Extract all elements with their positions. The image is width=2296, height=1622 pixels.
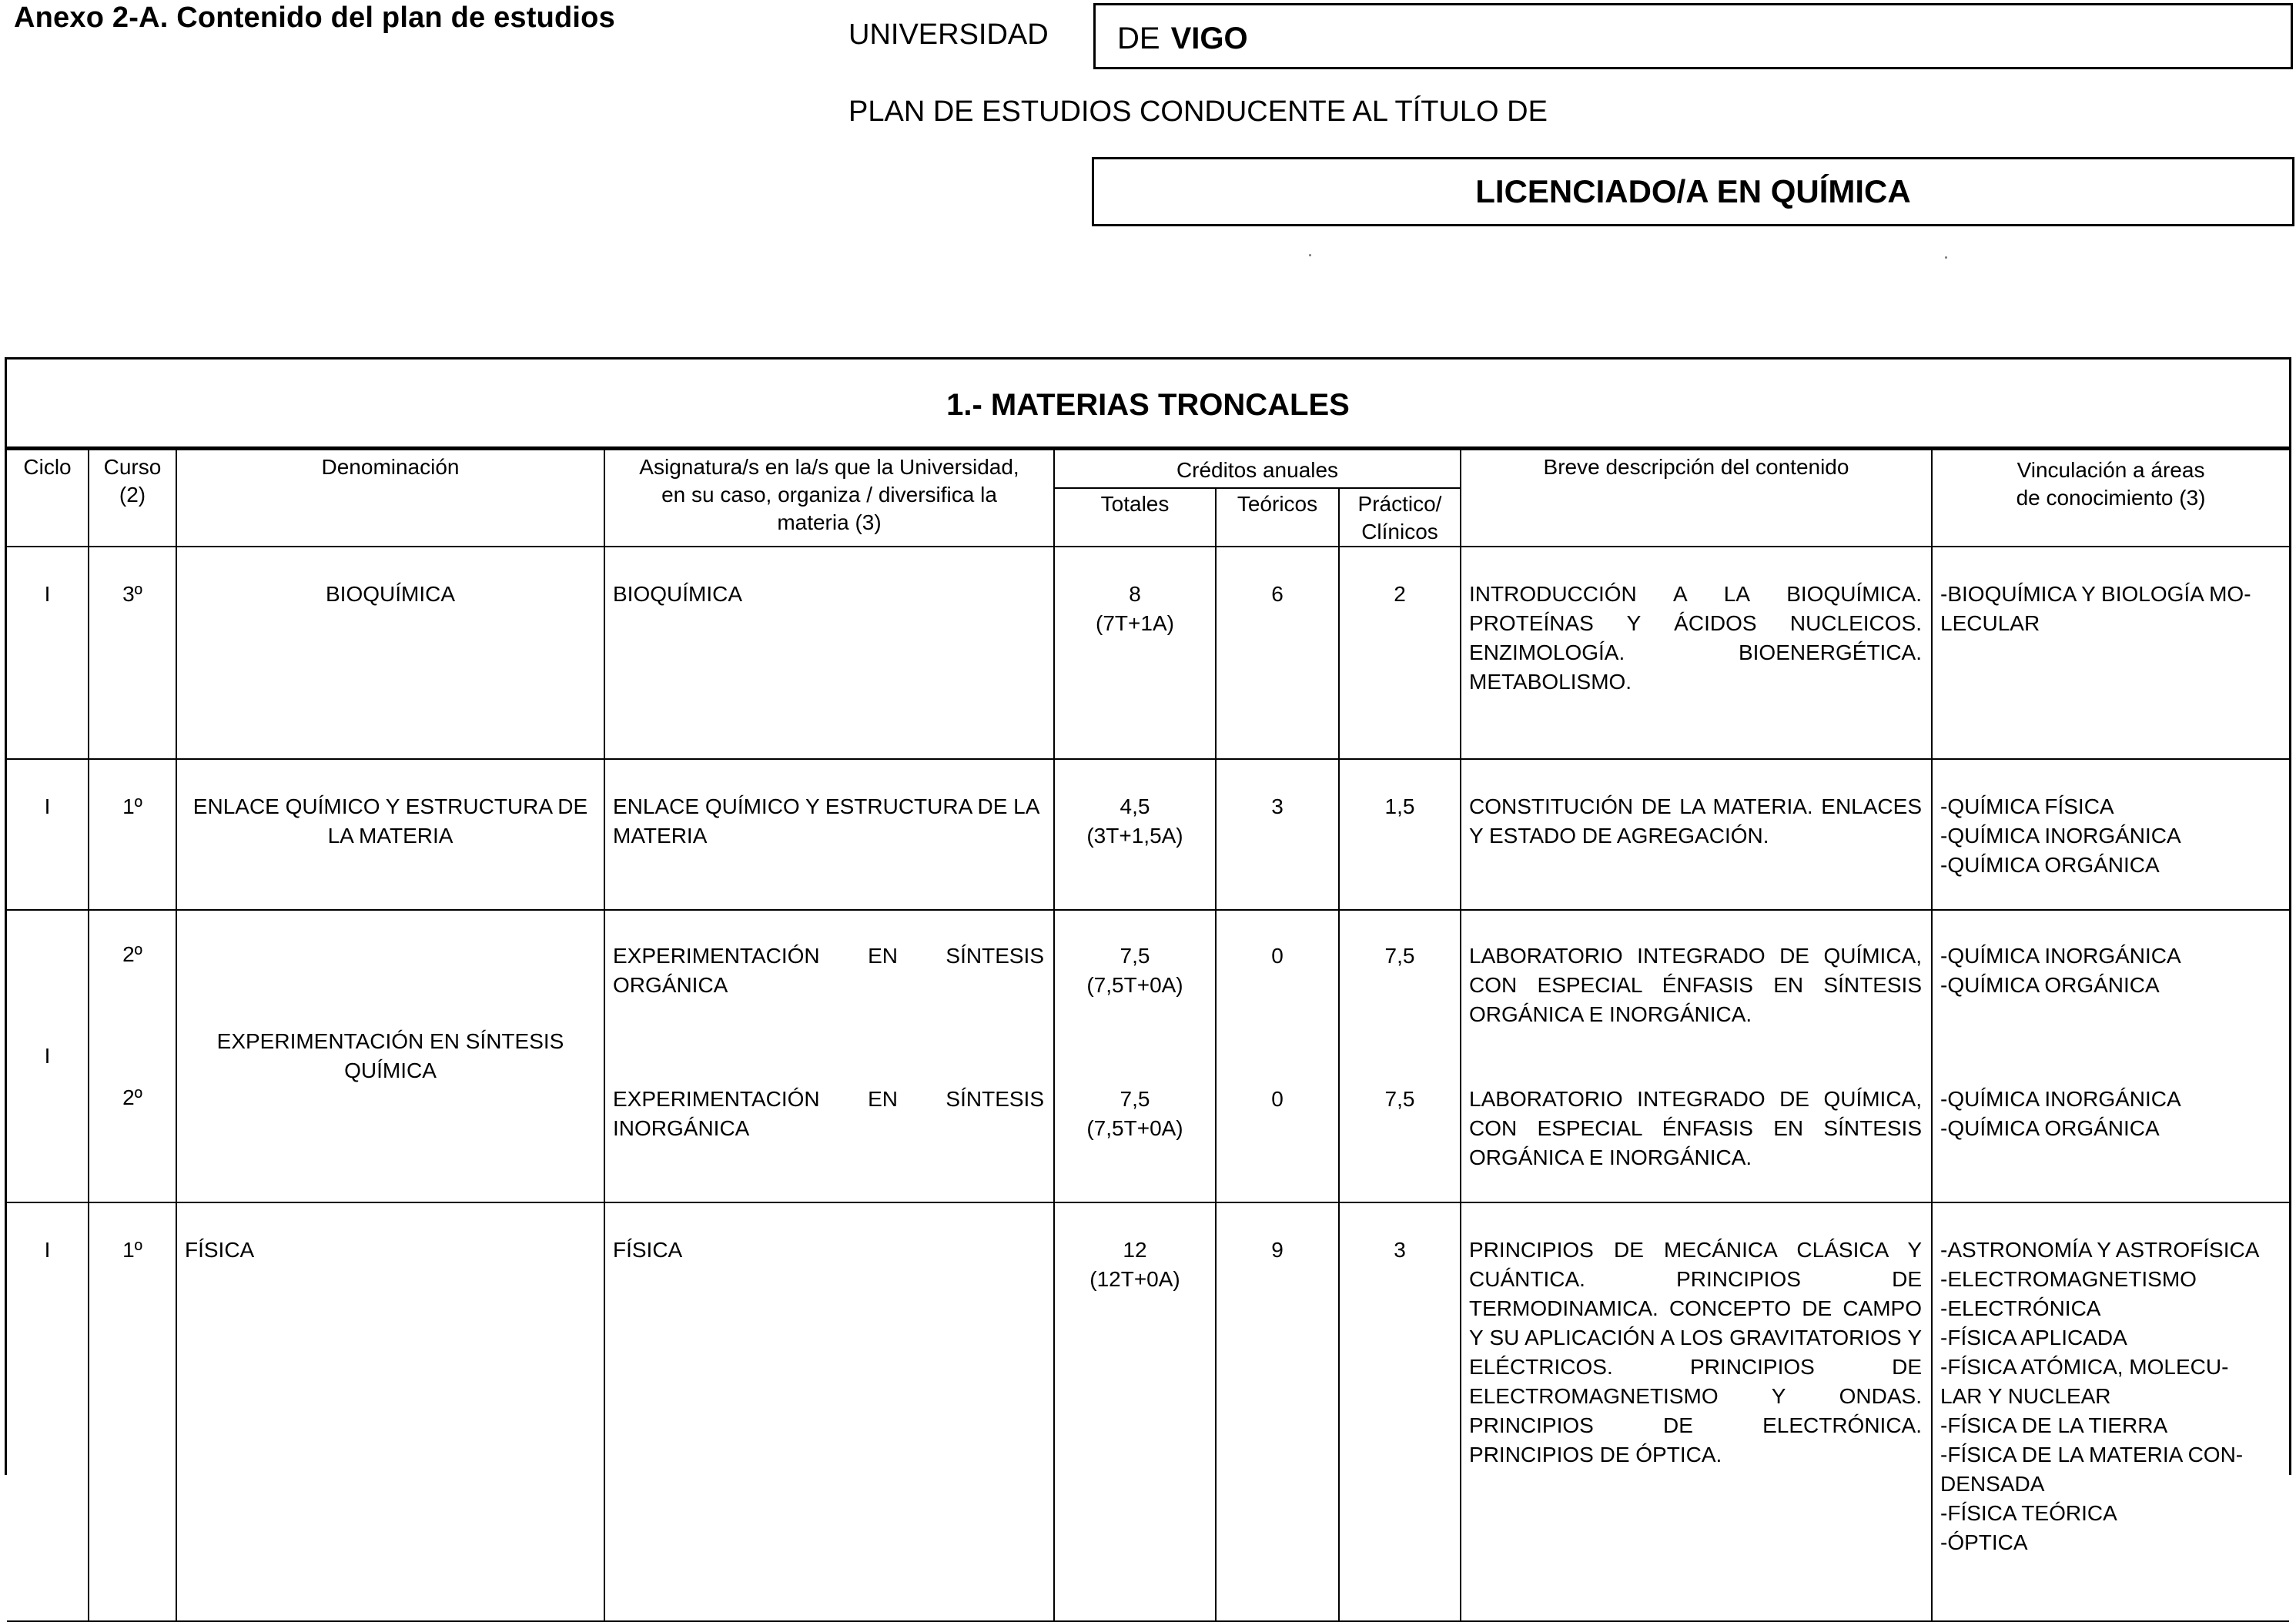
cell-descripcion: INTRODUCCIÓN A LA BIOQUÍMICA. PROTEÍNAS Y ÁCIDOS NUCLEICOS. ENZIMOLOGÍA. BIOENERGÉTICA. METABOLISMO. — [1461, 547, 1932, 759]
col-asignatura-line3: materia (3) — [777, 510, 882, 534]
university-box — [1093, 3, 2293, 69]
cell-ciclo: I — [7, 547, 89, 759]
cell-asignatura: ENLACE QUÍMICO Y ESTRUCTURA DE LA MATERIA — [604, 759, 1054, 910]
cell-areas — [1932, 547, 2289, 759]
cell-totales — [1054, 547, 1216, 759]
col-vinculacion — [1932, 450, 2289, 547]
cell-denominacion: EXPERIMENTACIÓN EN SÍNTESIS QUÍMICA — [176, 910, 604, 1202]
cell-totales — [1054, 1202, 1216, 1621]
col-curso — [89, 450, 176, 547]
totales-value: 7,5 — [1120, 944, 1150, 968]
area-line: -ELECTROMAGNETISMO — [1940, 1267, 2197, 1291]
area-line: -FÍSICA APLICADA — [1940, 1326, 2127, 1349]
cell-ciclo: I — [7, 910, 89, 1202]
col-practicos-line2: Clínicos — [1361, 520, 1438, 543]
cell-totales — [1054, 759, 1216, 910]
area-line: -FÍSICA TEÓRICA — [1940, 1501, 2117, 1525]
col-curso-label: Curso — [103, 455, 162, 479]
cell-teoricos: 3 — [1216, 759, 1339, 910]
cell-ciclo: I — [7, 1202, 89, 1621]
area-line: -ASTRONOMÍA Y ASTROFÍSICA — [1940, 1238, 2260, 1262]
totales-value: 7,5 — [1120, 1087, 1150, 1111]
area-line: -QUÍMICA INORGÁNICA — [1940, 944, 2181, 968]
totales-value: 12 — [1123, 1238, 1147, 1262]
cell-practicos: 7,5 — [1339, 1058, 1461, 1202]
cell-descripcion: PRINCIPIOS DE MECÁNICA CLÁSICA Y CUÁNTICA. PRINCIPIOS DE TERMODINAMICA. CONCEPTO DE CAMPO Y SU APLICACIÓN A LOS GRAVITATORIOS Y ELÉCTRICOS. PRINCIPIOS DE ELECTROMAGNETISMO Y ONDAS. PRINCIPIOS DE ELECTRÓNICA. PRINCIPIOS DE ÓPTICA. — [1461, 1202, 1932, 1621]
university-prefix: DE — [1117, 22, 1160, 55]
cell-curso: 3º — [89, 547, 176, 759]
cell-asignatura: BIOQUÍMICA — [604, 547, 1054, 759]
area-line: -FÍSICA DE LA TIERRA — [1940, 1413, 2168, 1437]
cell-areas — [1932, 1202, 2289, 1621]
cell-denominacion: BIOQUÍMICA — [176, 547, 604, 759]
cell-descripcion: LABORATORIO INTEGRADO DE QUÍMICA, CON ESPECIAL ÉNFASIS EN SÍNTESIS ORGÁNICA E INORGÁNICA. — [1461, 910, 1932, 1058]
cell-practicos: 1,5 — [1339, 759, 1461, 910]
totales-detail: (12T+0A) — [1089, 1267, 1180, 1291]
area-line: -ÓPTICA — [1940, 1530, 2028, 1554]
area-line: DENSADA — [1940, 1472, 2045, 1496]
totales-detail: (3T+1,5A) — [1086, 824, 1183, 848]
cell-teoricos: 0 — [1216, 910, 1339, 1058]
cell-areas — [1932, 1058, 2289, 1202]
cell-ciclo: I — [7, 759, 89, 910]
area-line: -QUÍMICA ORGÁNICA — [1940, 1116, 2160, 1140]
cell-curso: 1º — [89, 759, 176, 910]
cell-denominacion: ENLACE QUÍMICO Y ESTRUCTURA DE LA MATERIA — [176, 759, 604, 910]
scan-speck — [1309, 254, 1311, 256]
col-ciclo: Ciclo — [7, 450, 89, 547]
cell-asignatura: FÍSICA — [604, 1202, 1054, 1621]
university-name: VIGO — [1170, 22, 1248, 55]
col-teoricos: Teóricos — [1216, 488, 1339, 547]
totales-detail: (7,5T+0A) — [1086, 1116, 1183, 1140]
area-line: -FÍSICA ATÓMICA, MOLECU- — [1940, 1355, 2229, 1379]
cell-descripcion: LABORATORIO INTEGRADO DE QUÍMICA, CON ESPECIAL ÉNFASIS EN SÍNTESIS ORGÁNICA E INORGÁNICA. — [1461, 1058, 1932, 1202]
col-creditos: Créditos anuales — [1054, 450, 1461, 488]
cell-totales — [1054, 1058, 1216, 1202]
plan-label: PLAN DE ESTUDIOS CONDUCENTE AL TÍTULO DE — [848, 95, 1548, 128]
cell-asignatura: EXPERIMENTACIÓN EN SÍNTESIS INORGÁNICA — [604, 1058, 1054, 1202]
area-line: -FÍSICA DE LA MATERIA CON- — [1940, 1443, 2244, 1466]
cell-teoricos: 0 — [1216, 1058, 1339, 1202]
cell-denominacion: FÍSICA — [176, 1202, 604, 1621]
col-asignatura — [604, 450, 1054, 547]
totales-detail: (7T+1A) — [1096, 611, 1174, 635]
curriculum-table — [5, 357, 2291, 1554]
cell-descripcion: CONSTITUCIÓN DE LA MATERIA. ENLACES Y ESTADO DE AGREGACIÓN. — [1461, 759, 1932, 910]
cell-teoricos: 9 — [1216, 1202, 1339, 1621]
col-asignatura-line1: Asignatura/s en la/s que la Universidad, — [639, 455, 1019, 479]
cell-curso: 2º — [89, 910, 176, 1058]
area-line: -BIOQUÍMICA Y BIOLOGÍA MO- — [1940, 582, 2251, 606]
col-vinculacion-line2: de conocimiento (3) — [2016, 486, 2206, 510]
cell-areas — [1932, 910, 2289, 1058]
cell-totales — [1054, 910, 1216, 1058]
degree-title: LICENCIADO/A EN QUÍMICA — [1092, 157, 2294, 226]
table-row — [7, 759, 2289, 910]
area-line: -QUÍMICA ORGÁNICA — [1940, 853, 2160, 877]
col-descripcion: Breve descripción del contenido — [1461, 450, 1932, 547]
area-line: -QUÍMICA ORGÁNICA — [1940, 973, 2160, 997]
col-practicos-line1: Práctico/ — [1357, 492, 1442, 516]
scan-speck — [1945, 256, 1947, 259]
cell-practicos: 7,5 — [1339, 910, 1461, 1058]
table-row — [7, 910, 2289, 1058]
col-vinculacion-line1: Vinculación a áreas — [2017, 458, 2205, 482]
university-label: UNIVERSIDAD — [848, 18, 1049, 51]
cell-curso: 1º — [89, 1202, 176, 1621]
totales-value: 4,5 — [1120, 794, 1150, 818]
header-row — [7, 450, 2289, 488]
annex-title: Anexo 2-A. Contenido del plan de estudios — [14, 2, 615, 34]
subjects-table — [7, 449, 2289, 1622]
area-line: -ELECTRÓNICA — [1940, 1296, 2101, 1320]
area-line: LECULAR — [1940, 611, 2040, 635]
area-line: -QUÍMICA INORGÁNICA — [1940, 824, 2181, 848]
table-row — [7, 1202, 2289, 1621]
cell-practicos: 2 — [1339, 547, 1461, 759]
table-row — [7, 547, 2289, 759]
area-line: -QUÍMICA FÍSICA — [1940, 794, 2114, 818]
cell-curso: 2º — [89, 1058, 176, 1202]
area-line: LAR Y NUCLEAR — [1940, 1384, 2111, 1408]
col-totales: Totales — [1054, 488, 1216, 547]
col-curso-note: (2) — [119, 483, 146, 507]
totales-value: 8 — [1129, 582, 1141, 606]
totales-detail: (7,5T+0A) — [1086, 973, 1183, 997]
cell-areas — [1932, 759, 2289, 910]
section-title: 1.- MATERIAS TRONCALES — [7, 360, 2289, 449]
cell-asignatura: EXPERIMENTACIÓN EN SÍNTESIS ORGÁNICA — [604, 910, 1054, 1058]
area-line: -QUÍMICA INORGÁNICA — [1940, 1087, 2181, 1111]
cell-teoricos: 6 — [1216, 547, 1339, 759]
cell-practicos: 3 — [1339, 1202, 1461, 1621]
col-denominacion: Denominación — [176, 450, 604, 547]
col-practicos — [1339, 488, 1461, 547]
col-asignatura-line2: en su caso, organiza / diversifica la — [661, 483, 997, 507]
